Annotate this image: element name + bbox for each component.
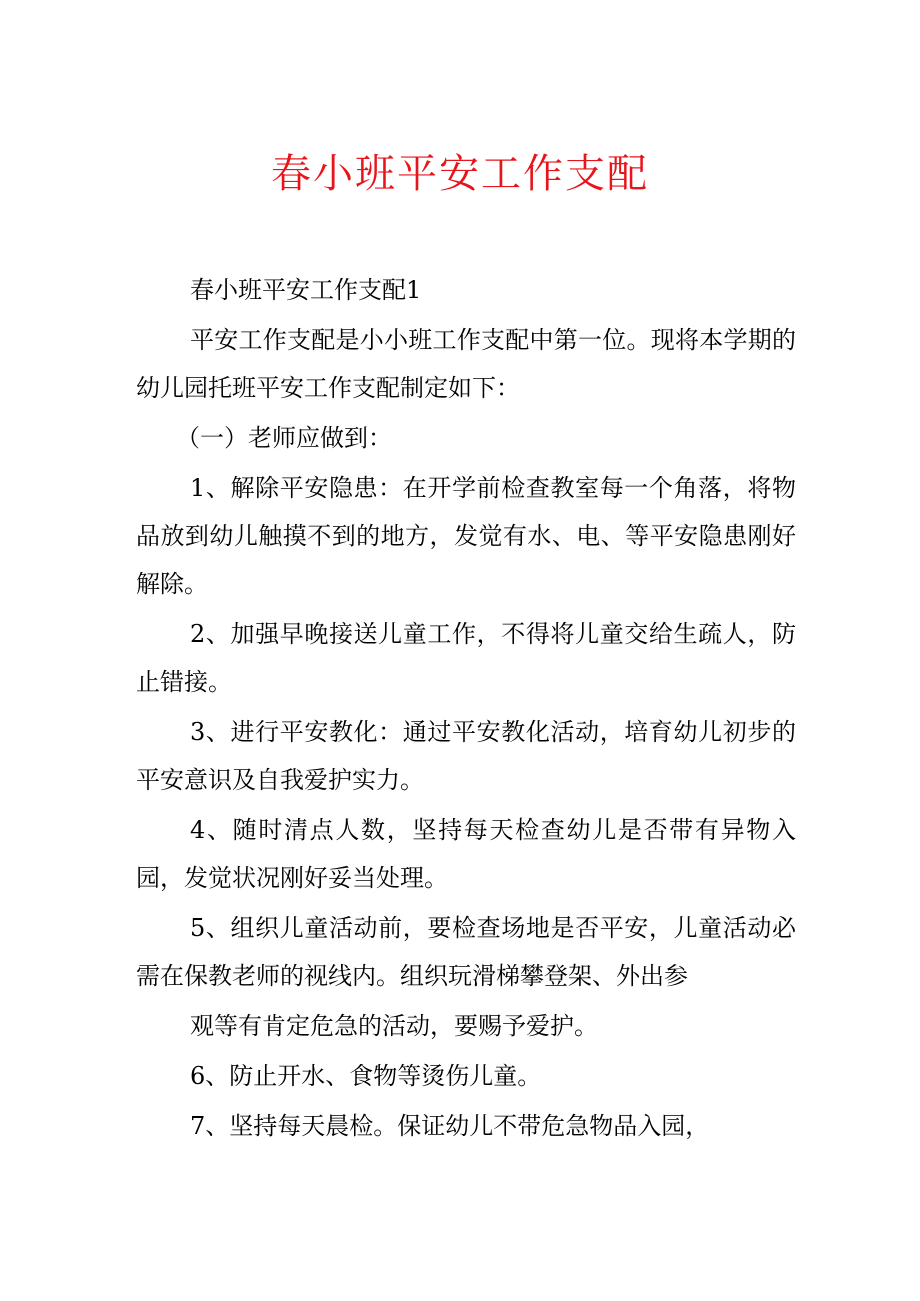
section-heading: 春小班平安工作支配1 (190, 276, 422, 304)
list-item-6: 6、防止开水、食物等烫伤儿童。 (190, 1062, 542, 1090)
list-item-2: 2、加强早晚接送儿童工作，不得将儿童交给生疏人，防止错接。 (136, 620, 796, 696)
document-body (136, 266, 796, 1152)
list-item-5: 5、组织儿童活动前，要检查场地是否平安，儿童活动必需在保教老师的视线内。组织玩滑梯攀登架、外出参 (136, 914, 796, 990)
list-item-3: 3、进行平安教化：通过平安教化活动，培育幼儿初步的平安意识及自我爱护实力。 (136, 718, 796, 794)
list-item-4: 4、随时清点人数，坚持每天检查幼儿是否带有异物入园，发觉状况刚好妥当处理。 (136, 816, 796, 892)
list-item-5-continued: 观等有肯定危急的活动，要赐予爱护。 (190, 1012, 598, 1040)
list-item-1: 1、解除平安隐患：在开学前检查教室每一个角落，将物品放到幼儿触摸不到的地方，发觉有水、电、等平安隐患刚好解除。 (136, 474, 796, 598)
intro-paragraph: 平安工作支配是小小班工作支配中第一位。现将本学期的幼儿园托班平安工作支配制定如下： (136, 326, 796, 402)
subsection-heading: （一）老师应做到： (176, 424, 392, 452)
document-title: 春小班平安工作支配 (271, 151, 649, 197)
list-item-7: 7、坚持每天晨检。保证幼儿不带危急物品入园， (190, 1112, 710, 1140)
